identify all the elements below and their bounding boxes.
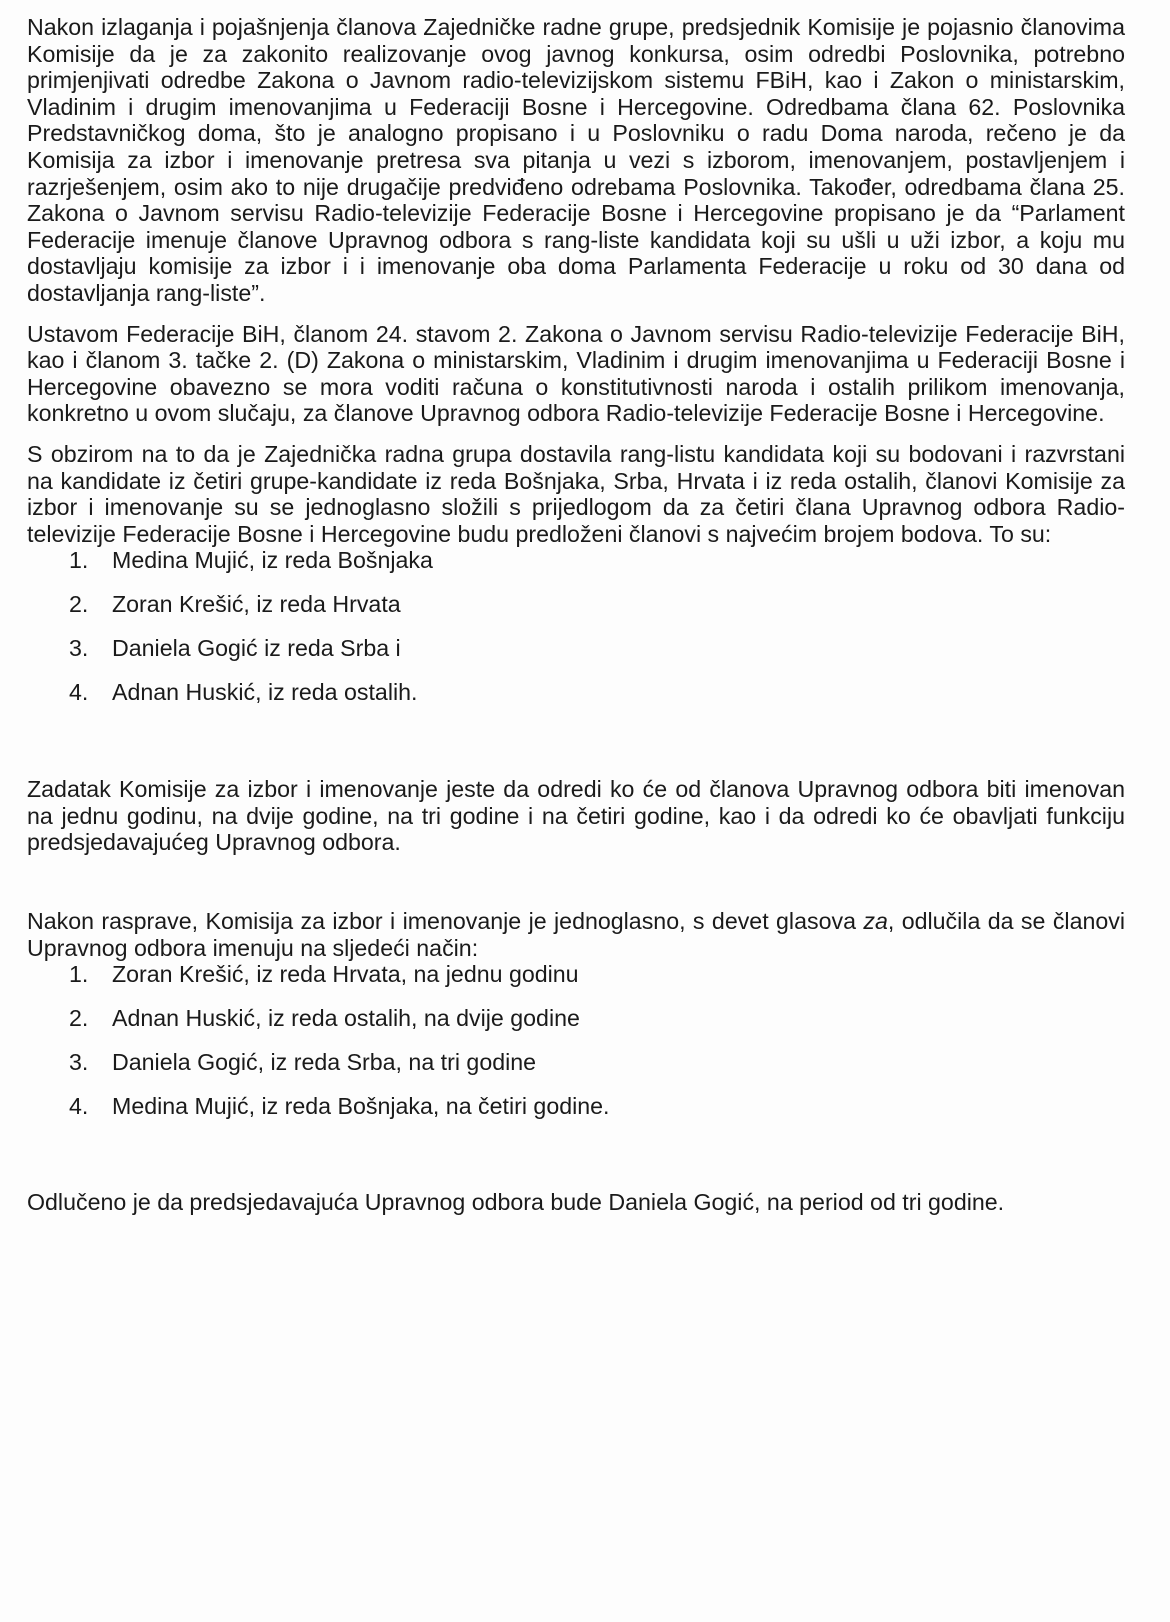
list-item-number: 1. (69, 547, 89, 574)
list-item-number: 4. (69, 1093, 89, 1120)
list-item (27, 591, 1125, 635)
list-item-text: Daniela Gogić, iz reda Srba, na tri godine (112, 1049, 537, 1076)
candidate-list (27, 547, 1125, 723)
list-item-text: Daniela Gogić iz reda Srba i (112, 635, 401, 662)
list-item (27, 1005, 1125, 1049)
list-item-number: 3. (69, 1049, 89, 1076)
list-item (27, 1049, 1125, 1093)
list-item-text: Adnan Huskić, iz reda ostalih, na dvije godine (112, 1005, 580, 1032)
decision-text-start: Nakon rasprave, Komisija za izbor i imenovanje je jednoglasno, s devet glasova (27, 908, 864, 935)
list-item (27, 1093, 1125, 1137)
list-item-number: 2. (69, 591, 89, 618)
decision-text-italic: za (863, 908, 888, 935)
list-item (27, 547, 1125, 591)
list-item-text: Zoran Krešić, iz reda Hrvata (112, 591, 401, 618)
paragraph-candidate-ranking: S obzirom na to da je Zajednička radna grupa dostavila rang-listu kandidata koji su bodovani i razvrstani na kandidate iz četiri grupe-kandidate iz reda Bošnjaka, Srba, Hrvata i iz reda ostalih, članovi Komisije za izbor i imenovanje su se jednoglasno složili s prijedlogom da za četiri člana Upravnog odbora Radio-televizije Federacije Bosne i Hercegovine budu predloženi članovi s najvećim brojem bodova. To su: (27, 440, 1125, 547)
list-item-number: 2. (69, 1005, 89, 1032)
list-item-text: Adnan Huskić, iz reda ostalih. (112, 679, 418, 706)
paragraph-legal-basis: Nakon izlaganja i pojašnjenja članova Zajedničke radne grupe, predsjednik Komisije je pojasnio članovima Komisije da je za zakonito realizovanje ovog javnog konkursa, osim odredbi Poslovnika, potrebno primjenjivati odredbe Zakona o Javnom radio-televizijskom sistemu FBiH, kao i Zakon o ministarskim, Vladinim i drugim imenovanjima u Federaciji Bosne i Hercegovine. Odredbama člana 62. Poslovnika Predstavničkog doma, što je analogno propisano i u Poslovniku o radu Doma naroda, rečeno je da Komisija za izbor i imenovanje pretresa sva pitanja u vezi s izborom, imenovanjem, postavljenjem i razrješenjem, osim ako to nije drugačije predviđeno odrebama Poslovnika. Također, odredbama člana 25. Zakona o Javnom servisu Radio-televizije Federacije Bosne i Hercegovine propisano je da “Parlament Federacije imenuje članove Upravnog odbora s rang-liste kandidata koji su ušli u uži izbor, a koju mu dostavljaju komisije za izbor i i imenovanje oba doma Parlamenta Federacije u roku od 30 dana od dostavljanja rang-liste”. (27, 14, 1125, 306)
list-item-number: 1. (69, 961, 89, 988)
paragraph-commission-task: Zadatak Komisije za izbor i imenovanje jeste da odredi ko će od članova Upravnog odbora biti imenovan na jednu godinu, na dvije godine, na tri godine i na četiri godine, kao i da odredi ko će obavljati funkciju predsjedavajućeg Upravnog odbora. (27, 776, 1125, 856)
list-item (27, 635, 1125, 679)
list-item-text: Medina Mujić, iz reda Bošnjaka (112, 547, 433, 574)
paragraph-decision (27, 908, 1125, 961)
paragraph-constitutional-provisions: Ustavom Federacije BiH, članom 24. stavom 2. Zakona o Javnom servisu Radio-televizije Federacije BiH, kao i članom 3. tačke 2. (D) Zakona o ministarskim, Vladinim i drugim imenovanjima u Federaciji Bosne i Hercegovine obavezno se mora voditi računa o konstitutivnosti naroda i ostalih prilikom imenovanja, konkretno u ovom slučaju, za članove Upravnog odbora Radio-televizije Federacije Bosne i Hercegovine. (27, 320, 1125, 427)
list-item-number: 4. (69, 679, 89, 706)
list-item (27, 679, 1125, 723)
paragraph-chairperson: Odlučeno je da predsjedavajuća Upravnog odbora bude Daniela Gogić, na period od tri godine. (27, 1189, 1005, 1216)
list-item (27, 961, 1125, 1005)
document-page (27, 14, 1125, 1216)
decision-text-end: , odlučila da se članovi Upravnog odbora imenuju na sljedeći način: (27, 908, 1126, 961)
list-item-number: 3. (69, 635, 89, 662)
list-item-text: Zoran Krešić, iz reda Hrvata, na jednu godinu (112, 961, 579, 988)
appointment-list (27, 961, 1125, 1137)
list-item-text: Medina Mujić, iz reda Bošnjaka, na četiri godine. (112, 1093, 610, 1120)
